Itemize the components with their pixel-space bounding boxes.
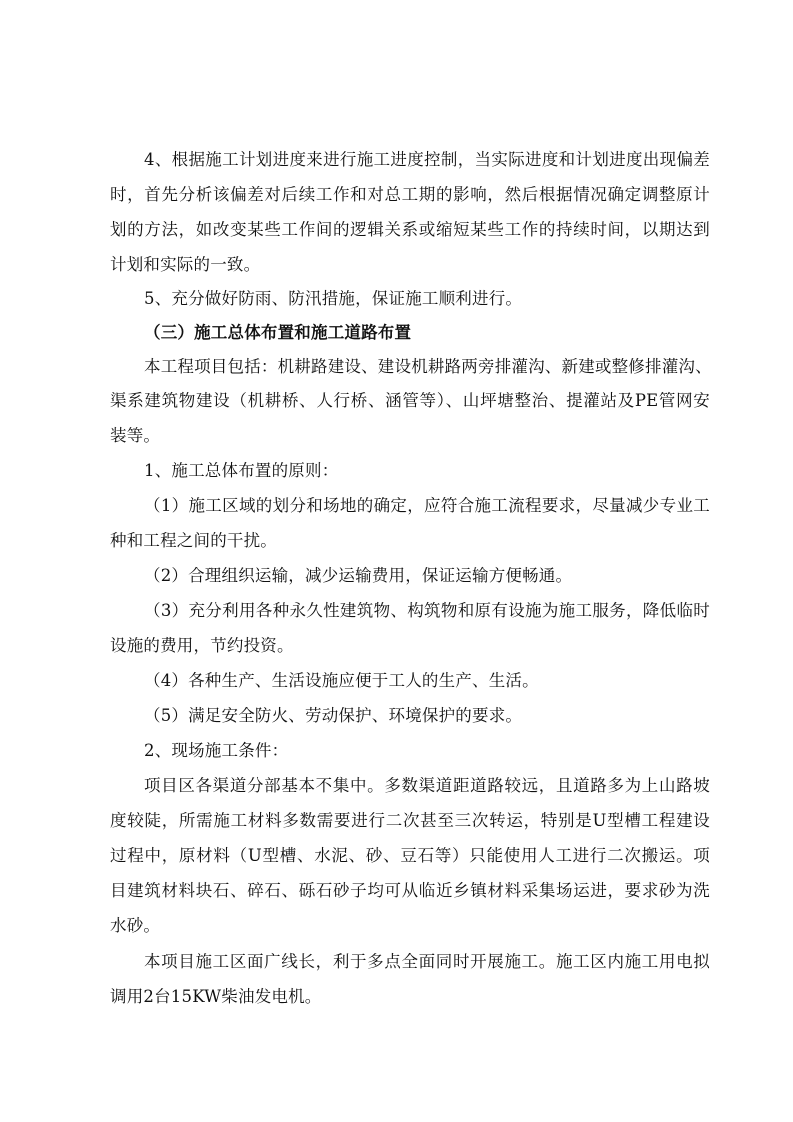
para-rain-flood-measures: 5、充分做好防雨、防汛措施，保证施工顺利进行。 <box>144 289 523 308</box>
para-project-scope-line-2: 渠系建筑物建设（机耕桥、人行桥、涵管等）、山坪塘整治、提灌站及PE管网安 <box>110 391 710 410</box>
item-4: （4）各种生产、生活设施应便于工人的生产、生活。 <box>144 671 539 690</box>
subheading-site-conditions: 2、现场施工条件： <box>144 741 289 760</box>
item-5: （5）满足安全防火、劳动保护、环境保护的要求。 <box>144 706 523 725</box>
para-power-supply-line-1: 本项目施工区面广线长，利于多点全面同时开展施工。施工区内施工用电拟 <box>144 952 710 971</box>
para-site-conditions-line-3: 过程中，原材料（U型槽、水泥、砂、豆石等）只能使用人工进行二次搬运。项 <box>110 846 710 865</box>
para-site-conditions-line-2: 度较陡，所需施工材料多数需要进行二次甚至三次转运，特别是U型槽工程建设 <box>110 811 710 830</box>
item-3-line-2: 设施的费用，节约投资。 <box>110 636 294 655</box>
para-power-supply-line-2: 调用2台15KW柴油发电机。 <box>110 987 322 1006</box>
subheading-layout-principles: 1、施工总体布置的原则： <box>144 461 339 480</box>
para-site-conditions-line-1: 项目区各渠道分部基本不集中。多数渠道距道路较远，且道路多为上山路坡 <box>144 776 710 795</box>
item-2: （2）合理组织运输，减少运输费用，保证运输方便畅通。 <box>144 566 573 585</box>
para-project-scope-line-3: 装等。 <box>110 426 161 445</box>
item-3-line-1: （3）充分利用各种永久性建筑物、构筑物和原有设施为施工服务，降低临时 <box>144 601 710 620</box>
para-site-conditions-line-5: 水砂。 <box>110 916 161 935</box>
para-progress-control-line-1: 4、根据施工计划进度来进行施工进度控制，当实际进度和计划进度出现偏差 <box>144 150 710 169</box>
para-progress-control-line-3: 划的方法，如改变某些工作间的逻辑关系或缩短某些工作的持续时间，以期达到 <box>110 220 710 239</box>
para-project-scope-line-1: 本工程项目包括：机耕路建设、建设机耕路两旁排灌沟、新建或整修排灌沟、 <box>144 357 712 376</box>
item-1-line-1: （1）施工区域的划分和场地的确定，应符合施工流程要求，尽量减少专业工 <box>144 496 710 515</box>
para-progress-control-line-2: 时，首先分析该偏差对后续工作和对总工期的影响，然后根据情况确定调整原计 <box>110 185 710 204</box>
item-1-line-2: 种和工程之间的干扰。 <box>110 531 277 550</box>
para-site-conditions-line-4: 目建筑材料块石、碎石、砾石砂子均可从临近乡镇材料采集场运进，要求砂为洗 <box>110 881 710 900</box>
section-heading-3: （三）施工总体布置和施工道路布置 <box>144 323 412 342</box>
para-progress-control-line-4: 计划和实际的一致。 <box>110 255 261 274</box>
